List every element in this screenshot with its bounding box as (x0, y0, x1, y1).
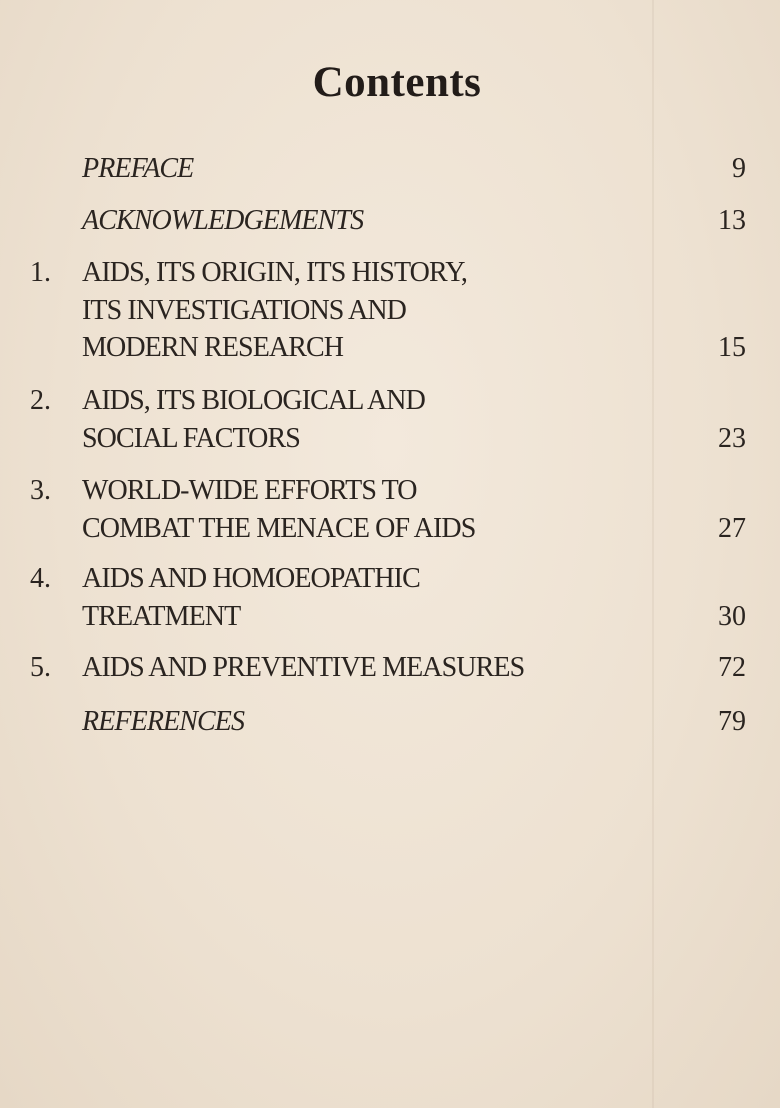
page-number: 15 (718, 332, 746, 363)
chapter-number: 4. (30, 563, 51, 594)
chapter-number: 2. (30, 385, 51, 416)
entry-title-line: ACKNOWLEDGEMENTS (82, 205, 364, 236)
entry-title-line: WORLD-WIDE EFFORTS TO (82, 475, 417, 506)
entry-title-line: AIDS, ITS ORIGIN, ITS HISTORY, (82, 257, 468, 288)
page-number: 23 (718, 422, 746, 454)
entry-title (82, 472, 475, 547)
entry-title-line: TREATMENT (82, 600, 241, 632)
entry-title (82, 202, 363, 240)
page-number: 9 (732, 153, 746, 184)
entry-title (82, 150, 193, 188)
page-number: 72 (718, 652, 746, 683)
entry-title (82, 649, 524, 687)
entry-title-line: COMBAT THE MENACE OF AIDS (82, 512, 476, 544)
page-number: 27 (718, 512, 746, 544)
page-number: 30 (718, 600, 746, 632)
chapter-number: 5. (30, 652, 51, 683)
page-fold (652, 0, 654, 1108)
entry-title (82, 560, 420, 635)
page-title: Contents (312, 59, 482, 106)
page-number: 79 (718, 706, 746, 737)
entry-title-line: MODERN RESEARCH (82, 332, 344, 363)
entry-title-line: AIDS AND PREVENTIVE MEASURES (82, 652, 525, 683)
entry-title (82, 254, 467, 367)
entry-title-line: REFERENCES (82, 706, 245, 737)
chapter-number: 1. (30, 257, 51, 288)
entry-title-line: PREFACE (82, 153, 194, 184)
entry-title (82, 703, 244, 741)
chapter-number: 3. (30, 475, 51, 506)
entry-title-line: AIDS, ITS BIOLOGICAL AND (82, 385, 425, 416)
entry-title-line: SOCIAL FACTORS (82, 422, 300, 454)
entry-title-line: AIDS AND HOMOEOPATHIC (82, 563, 420, 594)
entry-title (82, 382, 425, 457)
page-number: 13 (718, 205, 746, 236)
entry-title-line: ITS INVESTIGATIONS AND (82, 294, 406, 326)
